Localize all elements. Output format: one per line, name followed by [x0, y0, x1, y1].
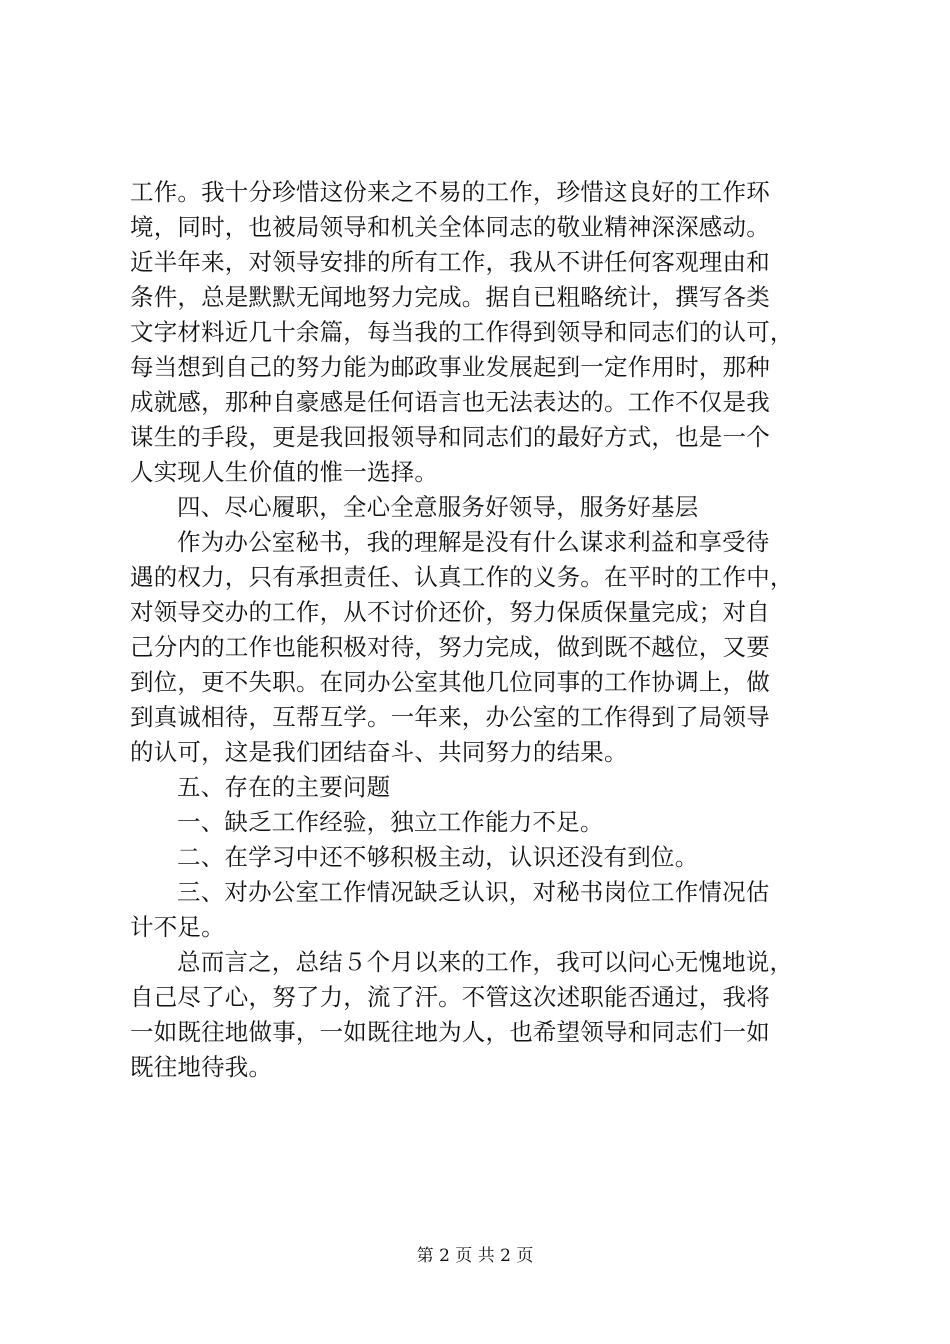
text-line: 二、在学习中还不够积极主动，认识还没有到位。	[177, 843, 699, 871]
text-line: 自己尽了心，努了力，流了汗。不管这次述职能否通过，我将	[130, 983, 770, 1011]
text-line: 到位，更不失职。在同办公室其他几位同事的工作协调上，做	[130, 668, 770, 696]
text-line: 遇的权力，只有承担责任、认真工作的义务。在平时的工作中，	[130, 563, 794, 591]
text-line: 每当想到自己的努力能为邮政事业发展起到一定作用时，那种	[130, 353, 770, 381]
text-line: 境，同时，也被局领导和机关全体同志的敬业精神深深感动。	[130, 213, 770, 241]
text-line: 既往地待我。	[130, 1053, 273, 1081]
text-line: 成就感，那种自豪感是任何语言也无法表达的。工作不仅是我	[130, 388, 770, 416]
text-line: 计不足。	[130, 913, 225, 941]
text-line: 一如既往地做事，一如既往地为人，也希望领导和同志们一如	[130, 1018, 770, 1046]
text-line: 总而言之，总结５个月以来的工作，我可以问心无愧地说，	[177, 948, 794, 976]
text-line: 工作。我十分珍惜这份来之不易的工作，珍惜这良好的工作环	[130, 178, 770, 206]
text-line: 到真诚相待，互帮互学。一年来，办公室的工作得到了局领导	[130, 703, 770, 731]
text-line: 谋生的手段，更是我回报领导和同志们的最好方式，也是一个	[130, 423, 770, 451]
text-line: 的认可，这是我们团结奋斗、共同努力的结果。	[130, 738, 628, 766]
text-line: 一、缺乏工作经验，独立工作能力不足。	[177, 808, 604, 836]
text-line: 人实现人生价值的惟一选择。	[130, 458, 439, 486]
text-line: 五、存在的主要问题	[177, 773, 391, 801]
document-body	[130, 175, 830, 1085]
text-line: 近半年来，对领导安排的所有工作，我从不讲任何客观理由和	[130, 248, 770, 276]
text-line: 条件，总是默默无闻地努力完成。据自已粗略统计，撰写各类	[130, 283, 770, 311]
text-line: 文字材料近几十余篇，每当我的工作得到领导和同志们的认可，	[130, 318, 794, 346]
text-line: 三、对办公室工作情况缺乏认识，对秘书岗位工作情况估	[177, 878, 770, 906]
text-line: 四、尽心履职，全心全意服务好领导，服务好基层	[177, 493, 699, 521]
text-line: 作为办公室秘书，我的理解是没有什么谋求利益和享受待	[177, 528, 770, 556]
text-line: 己分内的工作也能积极对待，努力完成，做到既不越位，又要	[130, 633, 770, 661]
page-footer: 第 2 页 共 2 页	[416, 1246, 534, 1266]
text-line: 对领导交办的工作，从不讨价还价，努力保质保量完成；对自	[130, 598, 770, 626]
